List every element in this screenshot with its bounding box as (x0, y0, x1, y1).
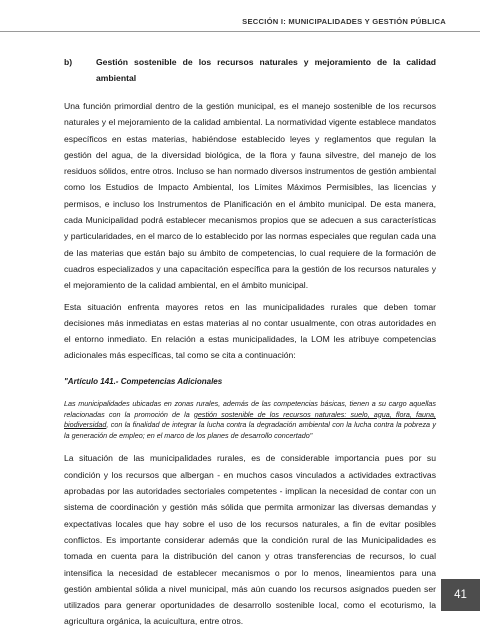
page-number: 41 (441, 579, 480, 611)
paragraph-3: La situación de las municipalidades rurales, es de considerable importancia pues por su condición y los recursos que albergan - en muchos casos vinculados a actividades extractivas aprobadas por las autoridades sectoriales competentes - implican la necesidad de contar con un sistema de coordinación y gestión más sólida que permita armonizar las diversas demandas y expectativas locales que hay sobre el uso de los recursos naturales, a fin de evitar posibles conflictos. Es importante considerar además que la condición rural de las Municipalidades es tomada en cuenta para la distribución del canon y otras transferencias de recursos, lo cual intensifica la necesidad de establecer mecanismos o por lo menos, lineamientos para una gestión ambiental sólida a nivel municipal, más aún cuando los recursos asignados pueden ser utilizados para generar oportunidades de desarrollo sostenible local, como el ecoturismo, la agricultura orgánica, la acuicultura, entre otros. (64, 453, 436, 627)
quote-body (64, 399, 436, 441)
quote-text-1: Las municipalidades ubicadas en zonas rurales, además de las competencias básicas, tienen a su cargo aquellas relacionadas con la promoción de la (64, 399, 436, 419)
header-rule (0, 31, 480, 32)
paragraph-1: Una función primordial dentro de la gestión municipal, es el manejo sostenible de los recursos naturales y el mejoramiento de la calidad ambiental. La normatividad vigente establece mandatos específicos en estas materias, habiéndose establecido leyes y reglamentos que regulan la gestión del agua, de la diversidad biológica, de la flora y fauna silvestre, del manejo de los residuos sólidos, entre otros. Incluso se han normado diversos instrumentos de gestión ambiental como los Estudios de Impacto Ambiental, los Límites Máximos Permisibles, las licencias y permisos, e incluso los Instrumentos de Planificación en el ámbito municipal. De esta manera, cada Municipalidad podrá establecer mecanismos propios que se adecuen a sus características y particularidades, en el marco de lo establecido por las normas especiales que regulan cada una de las materias que están bajo su ámbito de competencias, lo cual requiere de la formación de cuadros especializados y una capacitación específica para la gestión de los recursos naturales y el mejoramiento de la calidad ambiental, en el ámbito municipal. (64, 101, 436, 291)
paragraph-2: Esta situación enfrenta mayores retos en las municipalidades rurales que deben tomar decisiones más inmediatas en estas materias al no contar usualmente, con otras autoridades en el entorno inmediato. En relación a estas municipalidades, la LOM les atribuye competencias adicionales más específicas, tal como se cita a continuación: (64, 301, 436, 361)
section-letter: b) (64, 57, 73, 67)
page-content (64, 54, 436, 630)
quote-underlined-text: gestión sostenible de los recursos naturales: suelo, agua, flora, fauna, biodiversidad (64, 409, 436, 430)
section-heading (64, 54, 436, 86)
running-header: SECCIÓN I: MUNICIPALIDADES Y GESTIÓN PÚBLICA (242, 17, 446, 26)
quote-title: "Artículo 141.- Competencias Adicionales (64, 376, 223, 386)
section-title: Gestión sostenible de los recursos naturales y mejoramiento de la calidad ambiental (96, 57, 436, 83)
quote-text-2: , con la finalidad de integrar la lucha contra la degradación ambiental con la lucha contra la pobreza y la generación de empleo; en el marco de los planes de desarrollo concertado" (64, 420, 436, 440)
